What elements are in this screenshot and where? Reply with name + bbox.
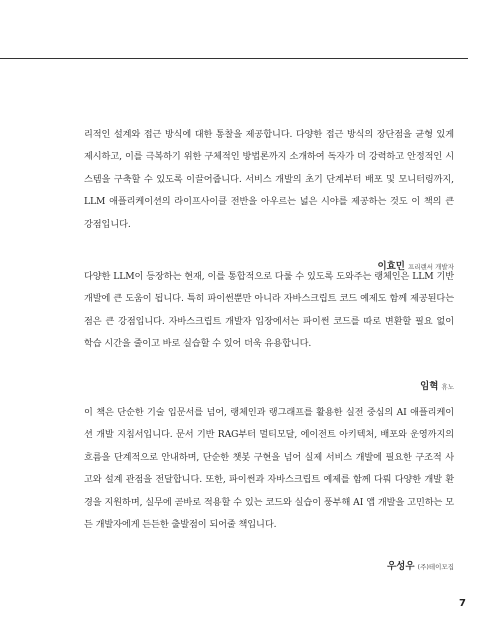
top-rule: [0, 58, 468, 59]
reviewer-name: 임혁: [420, 380, 439, 392]
review-signature: [84, 558, 454, 572]
review-3: [84, 402, 454, 572]
page-number: 7: [459, 598, 466, 609]
review-signature: [84, 378, 454, 392]
review-text: 다양한 LLM이 등장하는 현재, 이를 통합적으로 다룰 수 있도록 도와주는 랭체인은 LLM 기반 개발에 큰 도움이 됩니다. 특히 파이썬뿐만 아니라 자바스크립트 코드 예제도 함께 제공된다는 점은 큰 강점입니다. 자바스크립트 개발자 입장에서는 파이썬 코드를 따로 변환할 필요 없이 학습 시간을 줄이고 바로 실습할 수 있어 더욱 유용합니다.: [84, 271, 454, 350]
review-text: 이 책은 단순한 기술 입문서를 넘어, 랭체인과 랭그래프를 활용한 실전 중심의 AI 애플리케이션 개발 지침서입니다. 문서 기반 RAG부터 멀티모달, 에이전트 아키텍처, 배포와 운영까지의 흐름을 단계적으로 안내하며, 단순한 챗봇 구현을 넘어 실제 서비스 개발에 필요한 구조적 사고와 설계 관점을 전달합니다. 또한, 파이썬과 자바스크립트 예제를 함께 다뤄 다양한 개발 환경을 지원하며, 실무에 곧바로 적용할 수 있는 코드와 실습이 풍부해 AI 앱 개발을 고민하는 모든 개발자에게 든든한 출발점이 되어줄 책입니다.: [84, 407, 454, 531]
reviewer-name: 우성우: [387, 561, 415, 573]
reviewer-role: (주)테이모집: [417, 563, 454, 572]
reviewer-role: 프리랜서 개발자: [407, 263, 454, 272]
review-1: [84, 124, 454, 272]
reviewer-name: 이효민: [377, 261, 405, 273]
reviewer-role: 휴노: [441, 382, 454, 391]
review-text: 리적인 설계와 접근 방식에 대한 통찰을 제공합니다. 다양한 접근 방식의 장단점을 균형 있게 제시하고, 이를 극복하기 위한 구체적인 방법론까지 소개하여 독자가 더 강력하고 안정적인 시스템을 구축할 수 있도록 이끌어줍니다. 서비스 개발의 초기 단계부터 배포 및 모니터링까지, LLM 애플리케이션의 라이프사이클 전반을 아우르는 넓은 시야를 제공하는 것도 이 책의 큰 강점입니다.: [84, 129, 454, 230]
review-2: [84, 266, 454, 392]
